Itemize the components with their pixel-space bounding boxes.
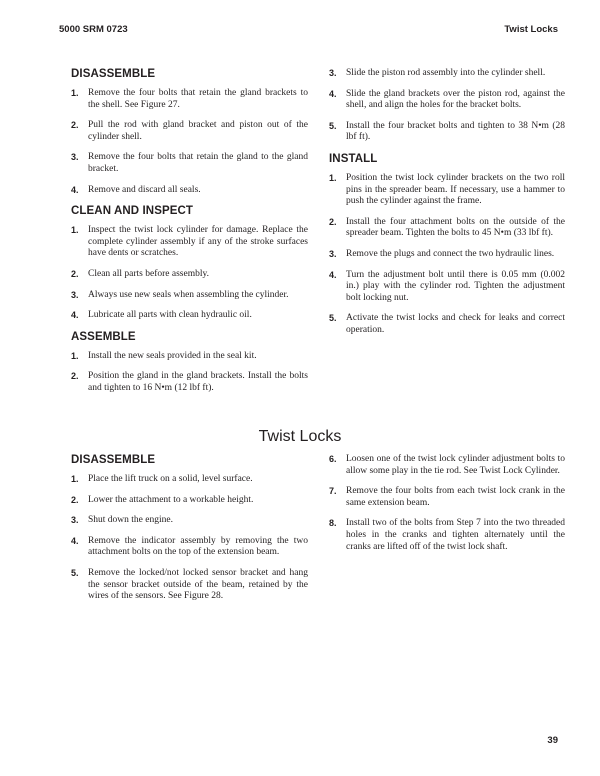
step-list: [329, 173, 565, 337]
section-heading: DISASSEMBLE: [71, 454, 156, 466]
step-text: Loosen one of the twist lock cylinder adjustment bolts to allow some play in the tie rod. See Twist Lock Cylinder.: [346, 454, 565, 476]
step-item: [71, 495, 308, 507]
step-item: [329, 270, 565, 305]
step-number: 4.: [71, 184, 79, 195]
step-list: [71, 474, 308, 603]
step-item: [71, 371, 308, 394]
step-number: 4.: [71, 310, 79, 321]
step-item: [71, 225, 308, 260]
step-item: [329, 217, 565, 240]
step-text: Clean all parts before assembly.: [88, 268, 209, 279]
step-number: 8.: [329, 518, 337, 529]
step-item: [329, 173, 565, 208]
step-list: [329, 68, 565, 144]
step-item: [71, 515, 308, 527]
step-number: 2.: [71, 120, 79, 131]
section-heading: CLEAN AND INSPECT: [71, 205, 194, 218]
step-item: [71, 152, 308, 175]
step-text: Lubricate all parts with clean hydraulic oil.: [88, 310, 252, 321]
step-list: [71, 225, 308, 322]
step-number: 2.: [71, 494, 79, 505]
section-title: Twist Locks: [258, 428, 342, 445]
page-number: 39: [547, 735, 558, 746]
step-number: 4.: [329, 88, 337, 99]
bottom-left-column: [71, 454, 308, 612]
step-text: Install the four attachment bolts on the outside of the spreader beam. Tighten the bolts to 45 N•m (33 lbf ft).: [346, 216, 565, 239]
step-item: [71, 88, 308, 111]
step-item: [71, 120, 308, 143]
step-list: [71, 351, 308, 395]
step-number: 5.: [329, 120, 337, 131]
step-text: Turn the adjustment bolt until there is 0.05 mm (0.002 in.) play with the cylinder rod. Tighten the adjustment bolt locking nut.: [346, 269, 565, 303]
step-text: Remove and discard all seals.: [88, 184, 201, 195]
step-text: Remove the locked/not locked sensor bracket and hang the sensor bracket outside of the beam, retained by the wires of the sensors. See Figure 28.: [88, 567, 308, 602]
step-number: 1.: [71, 474, 79, 484]
step-text: Install the four bracket bolts and tighten to 38 N•m (28 lbf ft).: [346, 120, 565, 143]
step-item: [71, 351, 308, 363]
step-number: 1.: [71, 225, 79, 236]
step-text: Position the twist lock cylinder brackets on the two roll pins in the spreader beam. If necessary, use a hammer to push the cylinder against the frame.: [346, 172, 565, 207]
step-text: Slide the piston rod assembly into the cylinder shell.: [346, 68, 546, 78]
step-number: 2.: [329, 216, 337, 227]
step-number: 5.: [329, 313, 337, 324]
section-heading: DISASSEMBLE: [71, 68, 156, 80]
step-number: 3.: [71, 152, 79, 163]
step-item: [71, 185, 308, 197]
step-item: [329, 486, 565, 509]
step-number: 5.: [71, 567, 79, 578]
step-text: Install the new seals provided in the seal kit.: [88, 350, 257, 361]
step-item: [329, 89, 565, 112]
step-item: [329, 121, 565, 144]
step-item: [329, 68, 565, 80]
step-list: [71, 88, 308, 196]
step-number: 1.: [71, 88, 79, 98]
step-text: Remove the plugs and connect the two hydraulic lines.: [346, 248, 555, 259]
step-item: [71, 290, 308, 302]
step-number: 1.: [329, 172, 337, 183]
section-heading: ASSEMBLE: [71, 330, 136, 343]
step-text: Slide the gland brackets over the piston rod, against the shell, and align the holes for the bracket bolts.: [346, 88, 565, 111]
step-number: 4.: [329, 269, 337, 280]
step-item: [329, 313, 565, 336]
step-item: [71, 536, 308, 559]
step-item: [71, 568, 308, 603]
step-number: 2.: [71, 268, 79, 279]
step-text: Pull the rod with gland bracket and piston out of the cylinder shell.: [88, 120, 308, 142]
step-number: 3.: [71, 289, 79, 300]
step-item: [329, 249, 565, 261]
step-text: Shut down the engine.: [88, 515, 173, 526]
step-item: [71, 310, 308, 322]
step-text: Remove the four bolts that retain the gland to the gland bracket.: [88, 152, 308, 174]
step-list: [329, 454, 565, 553]
step-text: Lower the attachment to a workable height.: [88, 494, 254, 505]
step-item: [71, 269, 308, 281]
step-item: [71, 474, 308, 486]
step-number: 4.: [71, 535, 79, 546]
bottom-right-column: [329, 454, 565, 562]
step-text: Position the gland in the gland brackets. Install the bolts and tighten to 16 N•m (12 lbf ft).: [88, 371, 308, 393]
step-item: [329, 454, 565, 477]
step-number: 3.: [71, 515, 79, 526]
step-number: 7.: [329, 486, 337, 497]
step-item: [329, 518, 565, 553]
step-number: 6.: [329, 454, 337, 464]
step-number: 3.: [329, 248, 337, 259]
step-text: Activate the twist locks and check for leaks and correct operation.: [346, 313, 565, 335]
step-number: 2.: [71, 371, 79, 382]
step-number: 1.: [71, 350, 79, 361]
running-header-doc-id: 5000 SRM 0723: [59, 24, 128, 35]
step-text: Remove the four bolts that retain the gland brackets to the shell. See Figure 27.: [88, 88, 308, 110]
top-right-column: [329, 68, 565, 346]
running-header-section: Twist Locks: [504, 24, 558, 35]
top-left-column: [71, 68, 308, 404]
section-heading: INSTALL: [329, 152, 378, 165]
step-number: 3.: [329, 68, 337, 78]
step-text: Remove the indicator assembly by removing the two attachment bolts on the top of the extension beam.: [88, 535, 308, 558]
step-text: Install two of the bolts from Step 7 into the two threaded holes in the cranks and tighten alternately until the cranks are lifted off of the twist lock shaft.: [346, 518, 565, 552]
step-text: Place the lift truck on a solid, level surface.: [88, 474, 253, 484]
step-text: Remove the four bolts from each twist lock crank in the same extension beam.: [346, 486, 565, 508]
step-text: Inspect the twist lock cylinder for damage. Replace the complete cylinder assembly if any of the stroke surfaces have dents or scratches.: [88, 225, 308, 259]
step-text: Always use new seals when assembling the cylinder.: [88, 289, 289, 300]
